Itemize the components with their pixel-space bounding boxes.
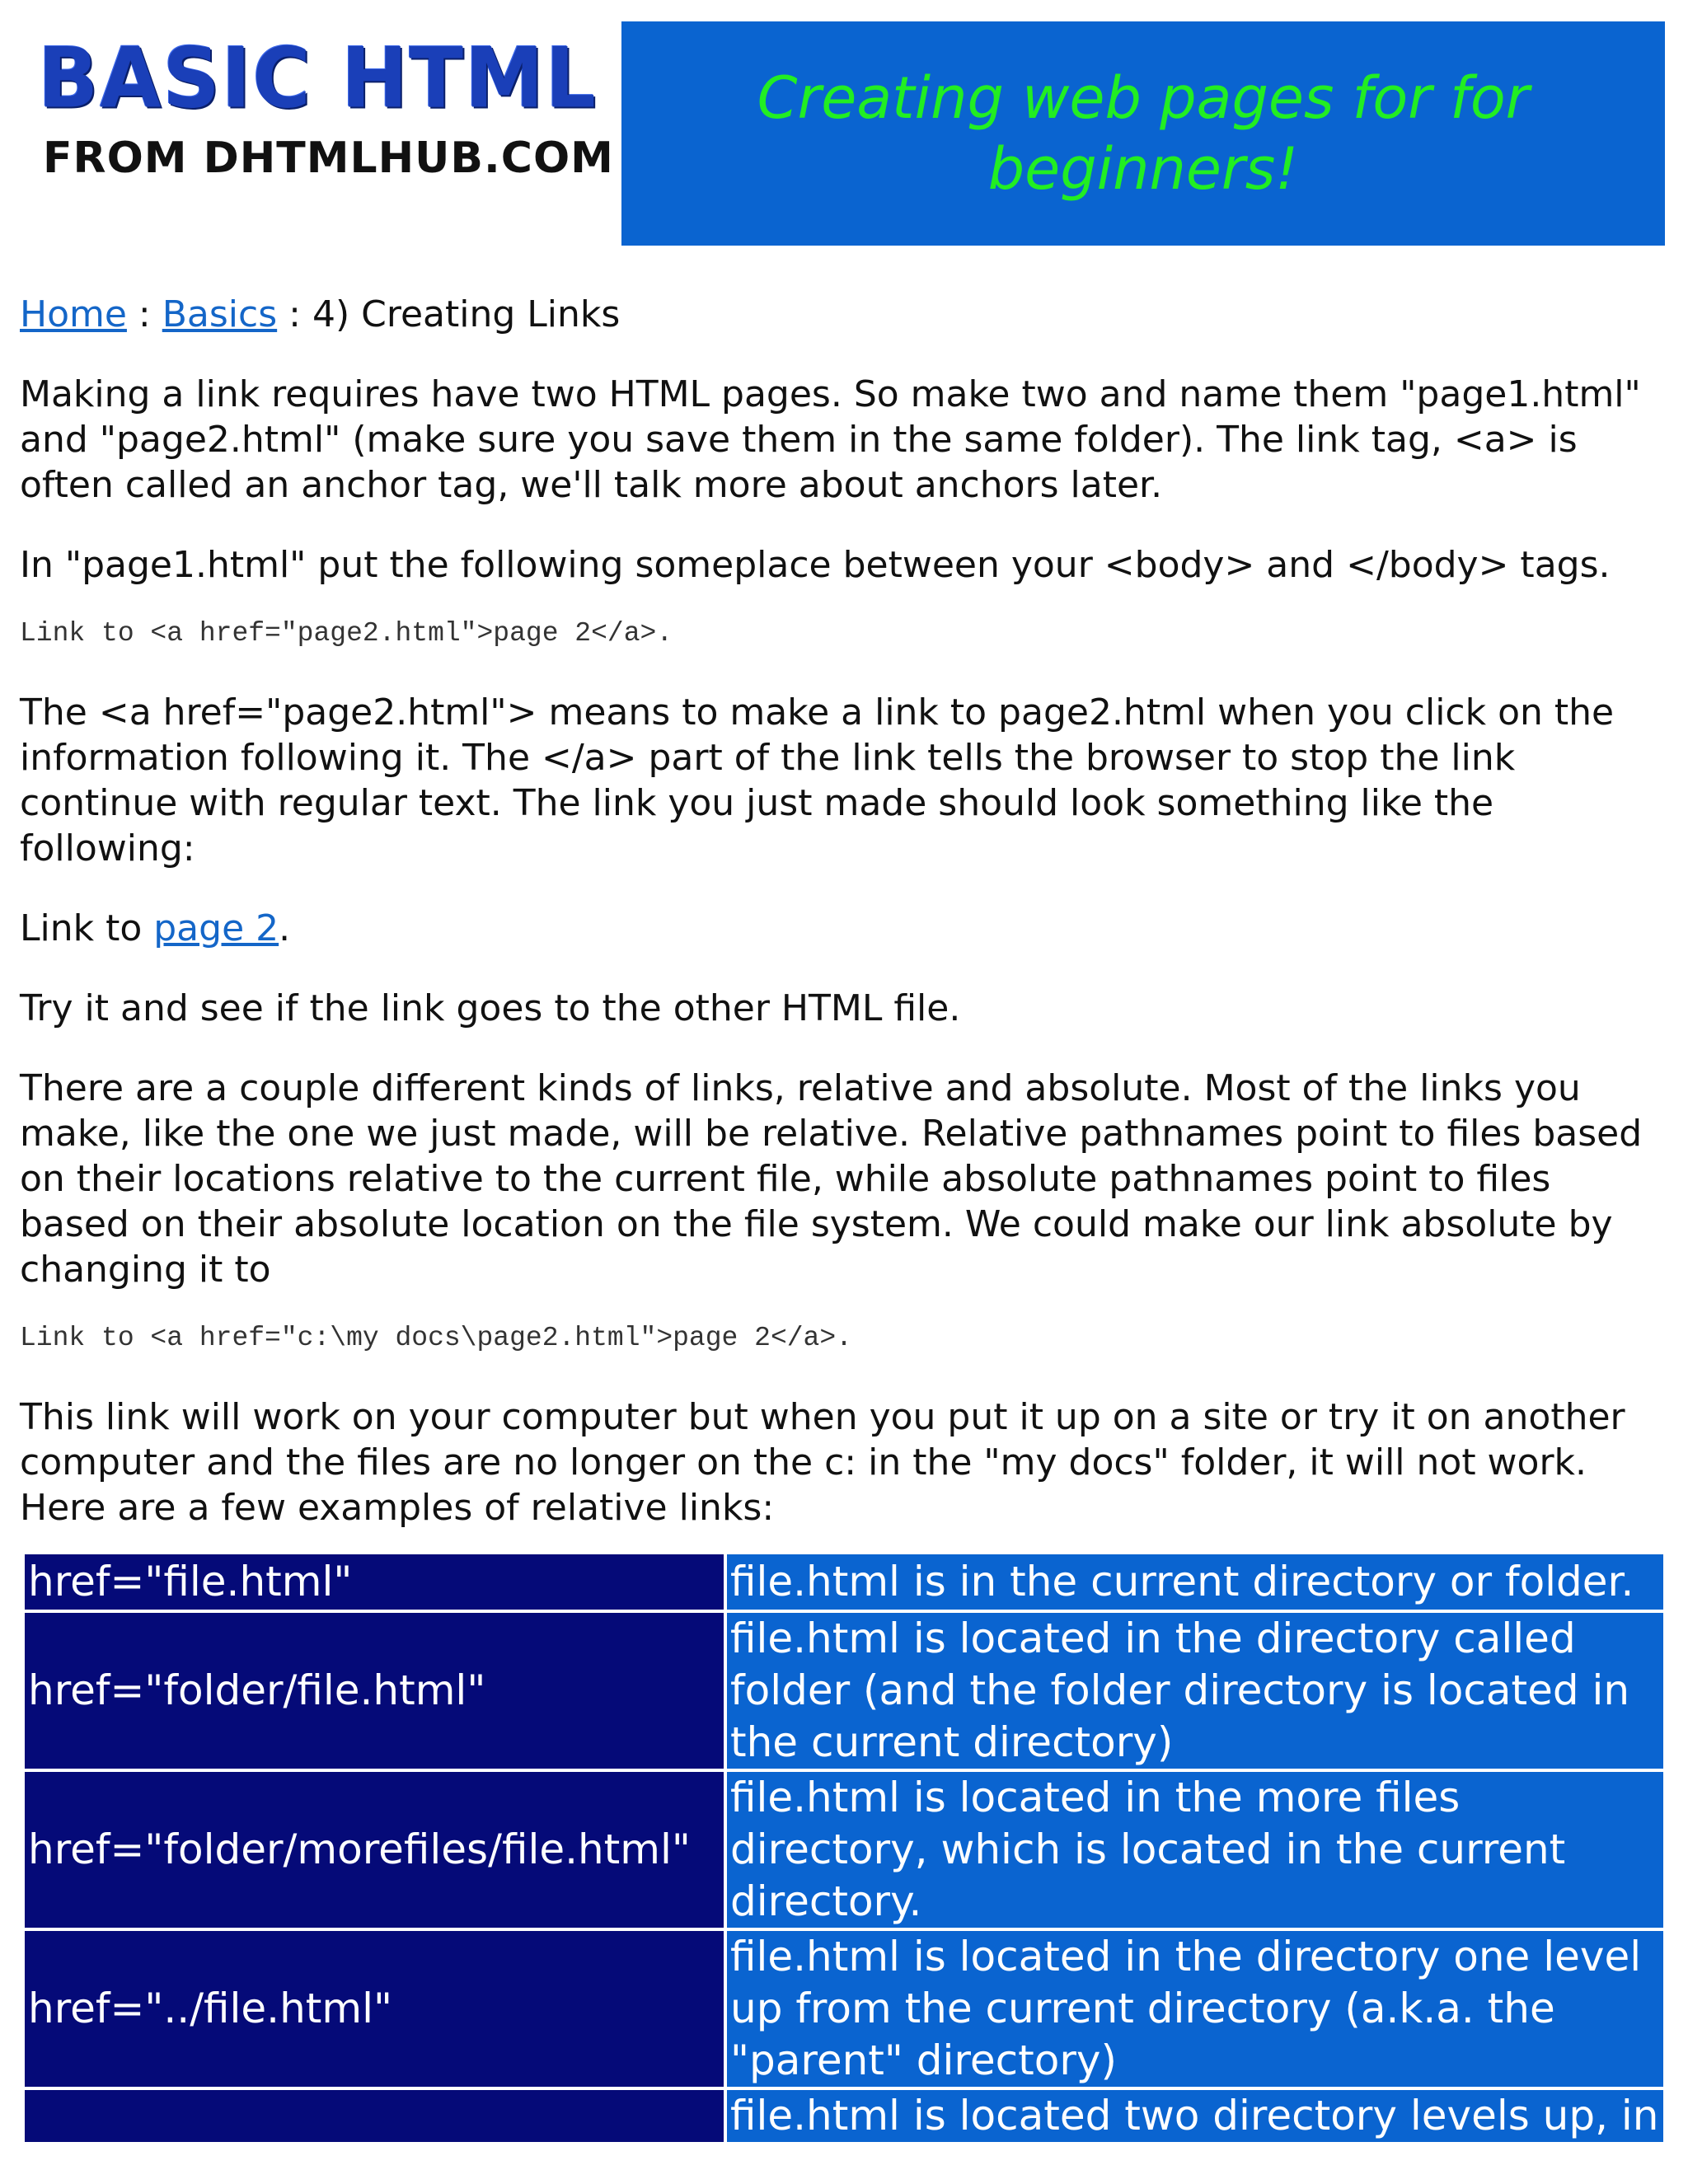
table-row	[25, 1554, 1663, 1610]
table-cell-description: file.html is located in the directory one level up from the current directory (a.k.a. the "parent" directory)	[727, 1931, 1663, 2087]
code-example-absolute: Link to <a href="c:\my docs\page2.html">page 2</a>.	[20, 1323, 852, 1353]
table-cell-description: file.html is located two directory levels up, in	[727, 2090, 1663, 2142]
link-example-prefix: Link to	[20, 907, 154, 949]
article-content	[20, 292, 1668, 1565]
page2-example-link[interactable]: page 2	[153, 907, 279, 949]
breadcrumb-separator: :	[126, 293, 162, 335]
breadcrumb-basics-link[interactable]: Basics	[162, 293, 278, 335]
table-cell-href: href="folder/morefiles/file.html"	[25, 1772, 724, 1928]
paragraph-link-example	[20, 906, 1668, 951]
table-cell-description: file.html is located in the directory called folder (and the folder directory is located in the current directory)	[727, 1613, 1663, 1769]
table-row	[25, 1613, 1663, 1769]
breadcrumb	[20, 292, 1668, 337]
banner-tagline: Creating web pages for for beginners!	[757, 64, 1530, 203]
relative-links-table	[21, 1551, 1667, 2145]
paragraph-relative-examples: This link will work on your computer but when you put it up on a site or try it on another computer and the files are no longer on the c: in the "my docs" folder, it will not work. Here are a few examples of relative links:	[20, 1396, 1625, 1529]
logo-subtitle: FROM DHTMLHUB.COM	[43, 134, 614, 183]
table-cell-href	[25, 2090, 724, 2142]
paragraph-intro: Making a link requires have two HTML pages. So make two and name them "page1.html" and "page2.html" (make sure you save them in the same folder). The link tag, <a> is often called an anchor tag, we'll talk more about anchors later.	[20, 373, 1641, 506]
link-example-suffix: .	[279, 907, 291, 949]
table-cell-href: href="../file.html"	[25, 1931, 724, 2087]
code-example-relative: Link to <a href="page2.html">page 2</a>.	[20, 618, 673, 649]
table-row	[25, 1931, 1663, 2087]
site-logo[interactable]	[38, 30, 614, 194]
paragraph-instruction: In "page1.html" put the following someplace between your <body> and </body> tags.	[20, 544, 1611, 586]
breadcrumb-home-link[interactable]: Home	[20, 293, 127, 335]
table-cell-description: file.html is located in the more files directory, which is located in the current directory.	[727, 1772, 1663, 1928]
table-row	[25, 2090, 1663, 2142]
paragraph-link-kinds: There are a couple different kinds of links, relative and absolute. Most of the links you make, like the one we just made, will be relative. Relative pathnames point to files based on their locations relative to the current file, while absolute pathnames point to files based on their absolute location on the file system. We could make our link absolute by changing it to	[20, 1067, 1643, 1291]
table-cell-href: href="folder/file.html"	[25, 1613, 724, 1769]
table-row	[25, 1772, 1663, 1928]
table-cell-href: href="file.html"	[25, 1554, 724, 1610]
paragraph-try-it: Try it and see if the link goes to the other HTML file.	[20, 987, 961, 1029]
table-cell-description: file.html is in the current directory or folder.	[727, 1554, 1663, 1610]
header-banner	[621, 21, 1665, 246]
breadcrumb-current: 4) Creating Links	[312, 293, 621, 335]
paragraph-explanation: The <a href="page2.html"> means to make a link to page2.html when you click on the information following it. The </a> part of the link tells the browser to stop the link continue with regular text. The link you just made should look something like the following:	[20, 691, 1615, 869]
logo-title: BASIC HTML	[38, 30, 598, 127]
breadcrumb-separator: :	[277, 293, 312, 335]
